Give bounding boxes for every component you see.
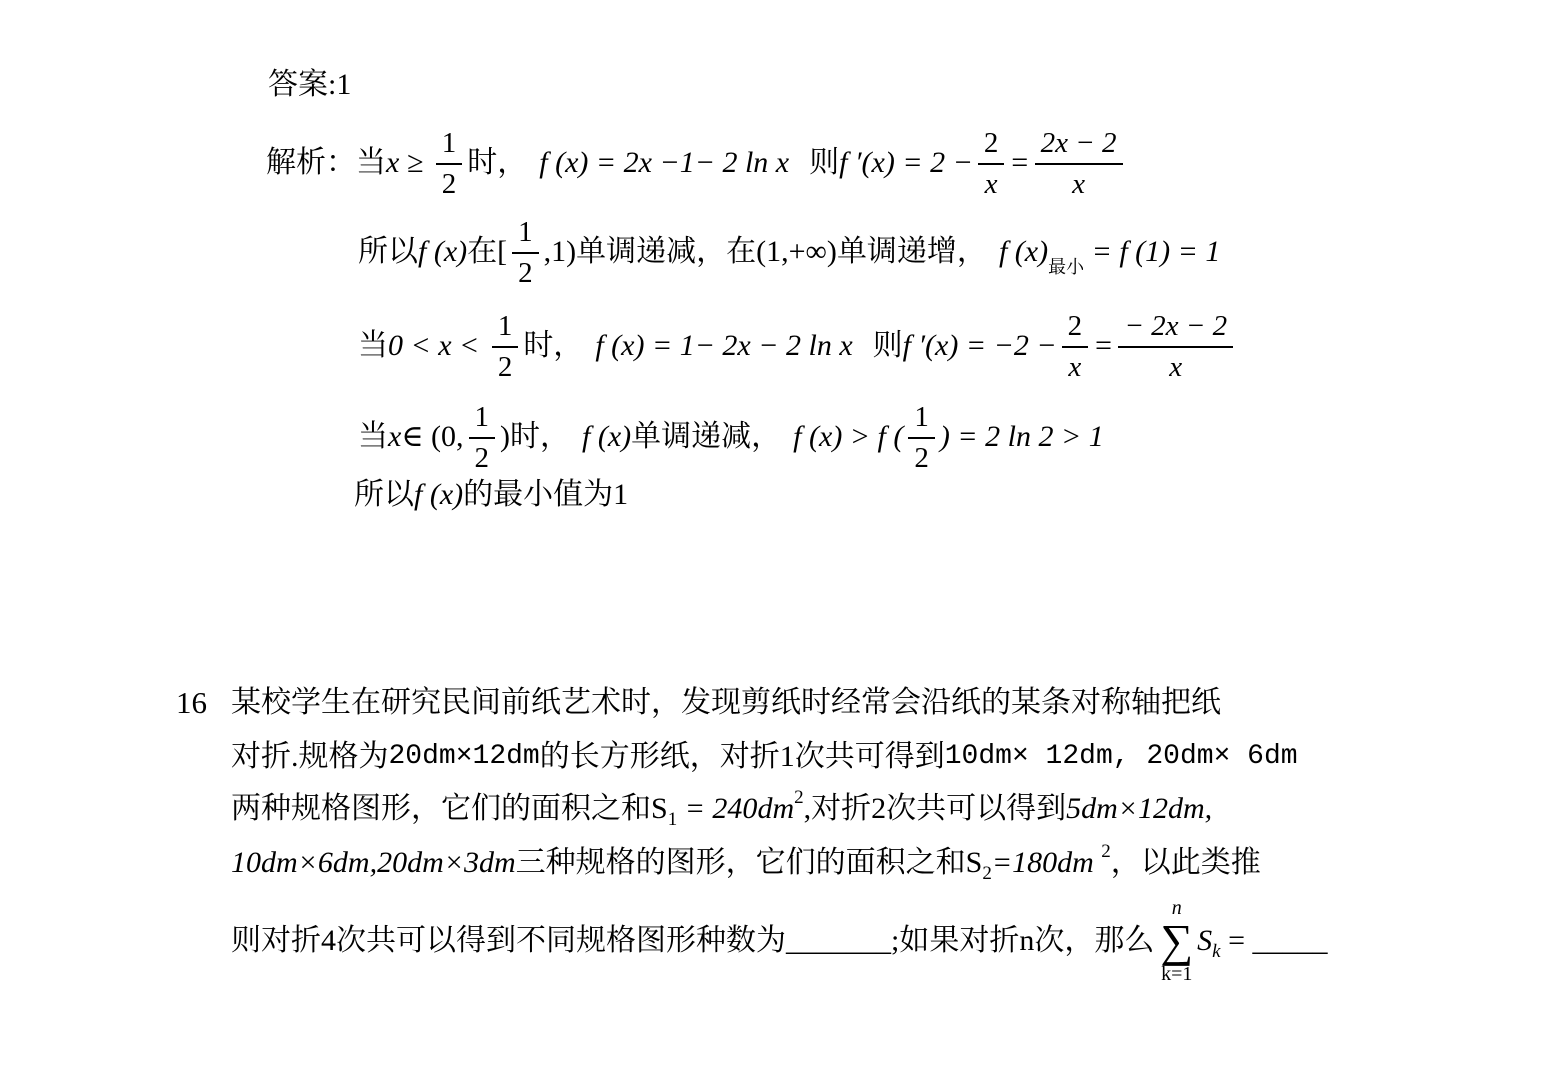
q16-s2-value: =180: [991, 845, 1058, 879]
sigma-icon: ∑: [1160, 914, 1194, 966]
fraction-numerator: 1: [469, 399, 496, 439]
monotone-decreasing: 单调递减，在: [576, 234, 757, 268]
q16-sk-symbol: S: [1197, 923, 1213, 957]
fraction-denominator: 2: [474, 441, 490, 474]
case1-then: 则: [809, 145, 840, 179]
q16-paper-size: 20dm×12dm: [388, 740, 540, 772]
answer-line: [268, 64, 351, 106]
monotone-increasing: 单调递增，: [836, 234, 987, 268]
monotone-interval2: (1,+∞): [756, 234, 837, 268]
conclusion-fx: f (x): [414, 477, 464, 511]
q16-s2-unit: dm: [1057, 845, 1102, 879]
q16-row3: [231, 786, 1212, 832]
min-subscript: 最小: [1048, 256, 1085, 277]
case2-condition: 0 < x <: [388, 328, 487, 362]
fraction-2-over-x: [978, 125, 1005, 202]
case1-condition: x ≥: [386, 145, 431, 179]
case2b-close-shi: )时，: [500, 419, 571, 453]
fraction-denominator: 2: [497, 350, 513, 383]
q16-row3-b: 对折2次共可以得到: [811, 791, 1067, 825]
case1-derivative: f ′(x) = 2 −: [839, 145, 973, 179]
fraction-numerator: 1: [512, 214, 539, 254]
fraction-denominator: 2: [518, 256, 533, 289]
summation-upper-limit: n: [1171, 896, 1182, 919]
case2-then: 则: [872, 328, 903, 362]
case1-function-def: f (x) = 2x −1− 2 ln x: [539, 145, 790, 179]
q16-blank-1: _______: [786, 923, 891, 957]
q16-row1-text: 某校学生在研究民间前纸艺术时，发现剪纸时经常会沿纸的某条对称轴把纸: [231, 685, 1221, 719]
case1-shi: 时，: [467, 145, 528, 179]
analysis-case2-line: [358, 298, 1238, 394]
q16-row5-equals: =: [1220, 923, 1253, 957]
q16-s2-unit-exponent: 2: [1101, 841, 1111, 863]
monotone-tail: = f (1) = 1: [1084, 234, 1221, 268]
fraction-one-half: [908, 399, 935, 476]
q16-s2-symbol: S: [965, 845, 983, 879]
answer-text: 答案:1: [268, 67, 352, 101]
fraction-denominator: 2: [914, 441, 929, 474]
fraction-denominator: 2: [441, 167, 457, 200]
fraction-one-half: [469, 399, 496, 476]
q16-row4-a: 三种规格的图形，它们的面积之和: [515, 845, 966, 879]
case2b-fx: f (x): [582, 419, 632, 453]
case2-dang: 当: [358, 328, 388, 362]
monotone-fx: f (x): [418, 234, 468, 268]
question-number: 16: [176, 685, 207, 721]
case2b-dang: 当: [358, 419, 388, 453]
monotonicity-line: [358, 208, 1220, 296]
q16-row3-a: 两种规格图形，它们的面积之和: [231, 791, 651, 825]
fraction-one-half: [512, 214, 539, 291]
case2-function-def: f (x) = 1− 2x − 2 ln x: [595, 328, 853, 362]
case2b-tail: ) = 2 ln 2 > 1: [939, 419, 1104, 453]
case2b-decreasing: 单调递减，: [631, 419, 782, 453]
fraction-denominator: x: [1169, 350, 1183, 383]
q16-row1: [176, 682, 1221, 724]
conclusion-line: [354, 474, 628, 516]
case2-equals: =: [1093, 328, 1114, 362]
case2-shi: 时，: [523, 328, 584, 362]
summation-symbol: [1160, 898, 1193, 985]
case1-dang: 当: [356, 145, 386, 179]
analysis-case2b-line: [358, 390, 1104, 484]
q16-s1-symbol: S: [651, 791, 668, 825]
q16-s1-unit: dm: [757, 791, 795, 825]
q16-row5-a: 则对折4次共可以得到不同规格图形种数为: [231, 923, 786, 957]
fraction-one-half: [436, 125, 463, 202]
case2b-compare: f (x) > f (: [793, 419, 904, 453]
q16-row5: [231, 888, 1328, 994]
summation-lower-limit: k=1: [1161, 963, 1193, 986]
q16-row2-b: 的长方形纸，对折1次共可得到: [539, 739, 945, 773]
q16-fold2-size1: 5dm×12dm,: [1066, 791, 1213, 825]
q16-row4: [231, 840, 1261, 886]
q16-blank-2: _____: [1252, 923, 1328, 957]
fraction-numerator: 2: [978, 125, 1005, 165]
q16-s1-subscript: 1: [667, 809, 678, 831]
fraction-numerator: 2x − 2: [1035, 125, 1123, 165]
fraction-numerator: 1: [436, 125, 463, 165]
q16-s1-value: = 240: [677, 791, 758, 825]
fraction-neg-2x-minus-2-over-x: [1118, 308, 1233, 385]
q16-row3-comma: ,: [803, 791, 812, 825]
fraction-numerator: 1: [492, 308, 519, 348]
q16-fold1-sizes: 10dm× 12dm, 20dm× 6dm: [944, 740, 1298, 772]
fraction-one-half: [492, 308, 519, 385]
case2b-in-open: ∈ (0,: [401, 419, 464, 453]
q16-s2-subscript: 2: [982, 863, 992, 885]
conclusion-tail: 的最小值为1: [463, 477, 629, 511]
q16-row5-b: ;如果对折n次，那么: [891, 923, 1155, 957]
case2b-x: x: [388, 419, 402, 453]
fraction-2x-minus-2-over-x: [1035, 125, 1123, 202]
case2-derivative: f ′(x) = −2 −: [902, 328, 1057, 362]
q16-fold2-sizes: 10dm×6dm,20dm×3dm: [231, 845, 516, 879]
monotone-interval-close: ,1): [543, 234, 577, 268]
monotone-zai: 在[: [467, 234, 508, 268]
fraction-numerator: − 2x − 2: [1118, 308, 1233, 348]
fraction-denominator: x: [1072, 167, 1085, 200]
fraction-2-over-x: [1062, 308, 1089, 385]
conclusion-suoyi: 所以: [354, 477, 414, 511]
analysis-case1-line: [266, 116, 1128, 210]
fraction-denominator: x: [1068, 350, 1082, 383]
fraction-numerator: 2: [1062, 308, 1089, 348]
q16-row4-b: ，以此类推: [1110, 845, 1261, 879]
q16-row2: [231, 736, 1298, 778]
fraction-numerator: 1: [908, 399, 935, 439]
monotone-suoyi: 所以: [358, 234, 418, 268]
q16-sk-subscript: k: [1212, 941, 1221, 963]
q16-s1-unit-exponent: 2: [794, 787, 804, 809]
fraction-denominator: x: [984, 167, 998, 200]
case1-equals: =: [1009, 145, 1030, 179]
monotone-fx2: f (x): [998, 234, 1049, 268]
q16-row2-a: 对折.规格为: [231, 739, 389, 773]
analysis-label: 解析：: [266, 145, 356, 179]
